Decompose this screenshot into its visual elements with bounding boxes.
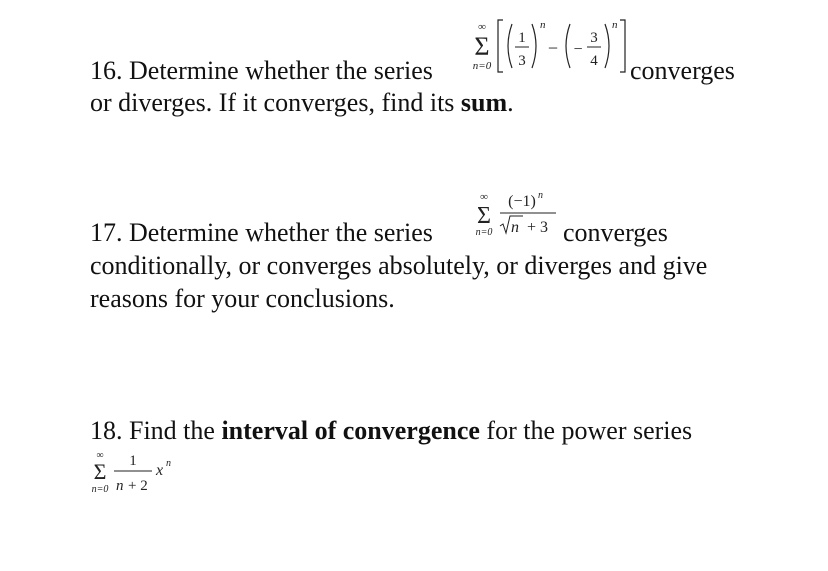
numerator: 1 [129, 453, 137, 469]
problem-16-line-1-end: converges [630, 56, 735, 85]
term2-numerator: 3 [590, 30, 598, 46]
sum-symbol: Σ [477, 203, 491, 229]
problem-16-number: 16. [90, 56, 123, 85]
emphasis-interval-of-convergence: interval of convergence [221, 416, 480, 445]
emphasis-sum: sum [460, 88, 508, 117]
sum-symbol: Σ [93, 459, 107, 484]
sum-lower-limit: n=0 [475, 227, 493, 238]
term1-exponent: n [540, 19, 546, 31]
problem-18-line-1: 18. Find the interval of convergence for the power series [90, 416, 693, 445]
problem-17-number: 17. [90, 218, 123, 247]
denominator-variable: n [511, 219, 519, 236]
problem-18-number: 18. [90, 416, 123, 445]
problem-17-text: Determine whether the series [129, 218, 433, 247]
sum-upper-limit: ∞ [96, 450, 104, 461]
term2-denominator: 4 [590, 53, 598, 69]
power-exponent: n [166, 458, 171, 469]
problem-17-line-1 [90, 218, 433, 248]
problem-16-line-2: or diverges. If it converges, find its sum. [90, 88, 514, 117]
sum-upper-limit: ∞ [480, 191, 488, 203]
numerator-exponent: n [538, 190, 543, 201]
term1-denominator: 3 [518, 53, 526, 69]
term1-numerator: 1 [518, 30, 526, 46]
denominator-variable: n [116, 478, 124, 494]
numerator-base: (−1) [508, 193, 536, 210]
denominator-tail: + 2 [128, 478, 148, 494]
minus-sign: − [547, 38, 559, 58]
term2-exponent: n [612, 19, 618, 31]
problem-18-power-series-formula [88, 448, 188, 498]
power-variable: x [156, 462, 164, 479]
problem-16-text: Determine whether the series [129, 56, 433, 85]
sum-symbol: Σ [474, 32, 490, 61]
problem-17-line-1-end: converges [563, 218, 668, 247]
denominator-tail: + 3 [527, 219, 549, 236]
problem-16-line-1 [90, 56, 433, 86]
sum-lower-limit: n=0 [472, 60, 492, 72]
problem-17-line-3: reasons for your conclusions. [90, 284, 395, 313]
sum-lower-limit: n=0 [91, 484, 109, 495]
problem-17-series-formula [470, 188, 560, 242]
term2-minus: − [573, 41, 583, 58]
problem-17-line-2: conditionally, or converges absolutely, or diverges and give [90, 251, 708, 280]
problem-16-series-formula [466, 14, 632, 82]
sum-upper-limit: ∞ [478, 21, 486, 33]
